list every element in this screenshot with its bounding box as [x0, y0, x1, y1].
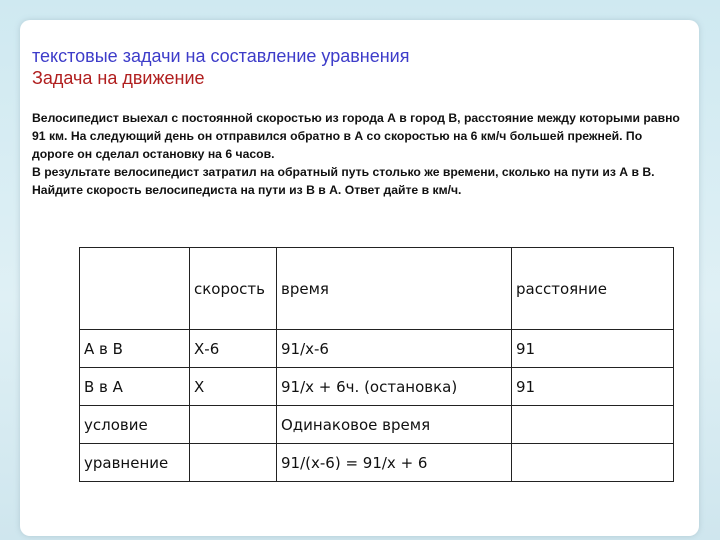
header-cell-distance: расстояние [512, 248, 674, 330]
cell-empty [512, 444, 674, 482]
cell-condition: Одинаковое время [277, 406, 512, 444]
cell-empty [190, 444, 277, 482]
cell-time: 91/х-6 [277, 330, 512, 368]
table-header-row [80, 248, 674, 330]
solution-table [79, 247, 674, 482]
cell-empty [190, 406, 277, 444]
problem-paragraph-1: Велосипедист выехал с постоянной скоростью из города А в город В, расстояние между которыми равно 91 км. На следующий день он отправился обратно в А со скоростью на 6 км/ч большей прежней. По дороге он сделал остановку на 6 часов. [32, 111, 680, 161]
cell-time: 91/х + 6ч. (остановка) [277, 368, 512, 406]
cell-distance: 91 [512, 368, 674, 406]
table-row [80, 406, 674, 444]
slide-card [20, 20, 699, 536]
cell-speed: Х [190, 368, 277, 406]
cell-distance: 91 [512, 330, 674, 368]
cell-route: А в В [80, 330, 190, 368]
cell-route: В в А [80, 368, 190, 406]
problem-text [32, 109, 682, 199]
cell-empty [512, 406, 674, 444]
header-cell-empty [80, 248, 190, 330]
subtopic-title: Задача на движение [32, 68, 205, 88]
header-cell-speed: скорость [190, 248, 277, 330]
table-row [80, 368, 674, 406]
problem-paragraph-2: В результате велосипедист затратил на обратный путь столько же времени, сколько на пути из А в В. Найдите скорость велосипедиста на пути из В в А. Ответ дайте в км/ч. [32, 165, 655, 197]
cell-label: условие [80, 406, 190, 444]
header-cell-time: время [277, 248, 512, 330]
topic-title: текстовые задачи на составление уравнения [32, 46, 410, 66]
cell-equation: 91/(х-6) = 91/х + 6 [277, 444, 512, 482]
table-row [80, 330, 674, 368]
table-row [80, 444, 674, 482]
cell-label: уравнение [80, 444, 190, 482]
cell-speed: Х-6 [190, 330, 277, 368]
